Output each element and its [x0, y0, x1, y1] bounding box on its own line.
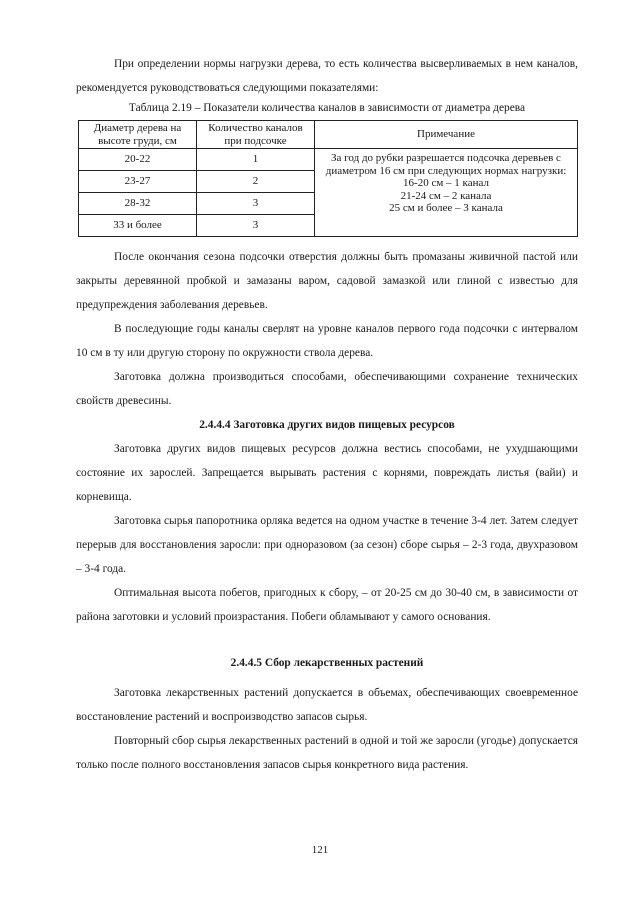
paragraph: Повторный сбор сырья лекарственных растений в одной и той же заросли (угодье) допускается только после полного восстановления запасов сырья конкретного вида растения.	[76, 735, 578, 771]
cell-channels: 2	[197, 171, 315, 193]
paragraph: После окончания сезона подсочки отверстия должны быть промазаны живичной пастой или закрыты деревянной пробкой и замазаны варом, садовой замазкой или глиной с известью для предупреждения заболевания деревьев.	[76, 251, 578, 311]
header-channels: Количество каналов при подсочке	[197, 121, 315, 149]
cell-channels: 3	[197, 193, 315, 215]
note-line: 25 см и более – 3 канала	[389, 202, 503, 214]
cell-diameter: 33 и более	[79, 215, 197, 237]
paragraph: Заготовка должна производиться способами, обеспечивающими сохранение технических свойств древесины.	[76, 371, 578, 407]
paragraph-intro: При определении нормы нагрузки дерева, то есть количества высверливаемых в нем каналов, рекомендуется руководствоваться следующими показателями:	[76, 58, 578, 94]
cell-note	[315, 149, 578, 237]
paragraph: В последующие годы каналы сверлят на уровне каналов первого года подсочки с интервалом 10 см в ту или другую сторону по окружности ствола дерева.	[76, 323, 578, 359]
note-text: За год до рубки разрешается подсочка деревьев с диаметром 16 см при следующих нормах нагрузки:	[325, 152, 567, 177]
paragraph: Оптимальная высота побегов, пригодных к сбору, – от 20-25 см до 30-40 см, в зависимости от района заготовки и условий произрастания. Побеги обламывают у самого основания.	[76, 587, 578, 623]
table-caption: Таблица 2.19 – Показатели количества каналов в зависимости от диаметра дерева	[128, 102, 526, 114]
cell-channels: 3	[197, 215, 315, 237]
cell-diameter: 28-32	[79, 193, 197, 215]
cell-channels: 1	[197, 149, 315, 171]
paragraph: Заготовка лекарственных растений допускается в объемах, обеспечивающих своевременное восстановление растений и воспроизводство запасов сырья.	[76, 687, 578, 723]
note-line: 16-20 см – 1 канал	[403, 177, 489, 189]
cell-diameter: 23-27	[79, 171, 197, 193]
section-heading-food-resources: 2.4.4.4 Заготовка других видов пищевых ресурсов	[199, 419, 455, 431]
paragraph: Заготовка других видов пищевых ресурсов должна вестись способами, не ухудшающими состояние их зарослей. Запрещается вырывать растения с корнями, повреждать листья (вайи) и корневища.	[76, 443, 578, 503]
note-line: 21-24 см – 2 канала	[400, 189, 492, 202]
channels-table	[78, 120, 578, 237]
document-page	[76, 52, 578, 777]
header-diameter: Диаметр дерева на высоте груди, см	[79, 121, 197, 149]
cell-diameter: 20-22	[79, 149, 197, 171]
header-note: Примечание	[315, 121, 578, 149]
table-header-row	[79, 121, 578, 149]
table-row	[79, 149, 578, 171]
page-number: 121	[311, 844, 329, 856]
paragraph: Заготовка сырья папоротника орляка ведется на одном участке в течение 3-4 лет. Затем следует перерыв для восстановления заросли: при одноразовом (за сезон) сборе сырья – 2-3 года, двухразовом – 3-4 года.	[76, 515, 578, 575]
section-heading-medicinal-plants: 2.4.4.5 Сбор лекарственных растений	[230, 657, 424, 669]
